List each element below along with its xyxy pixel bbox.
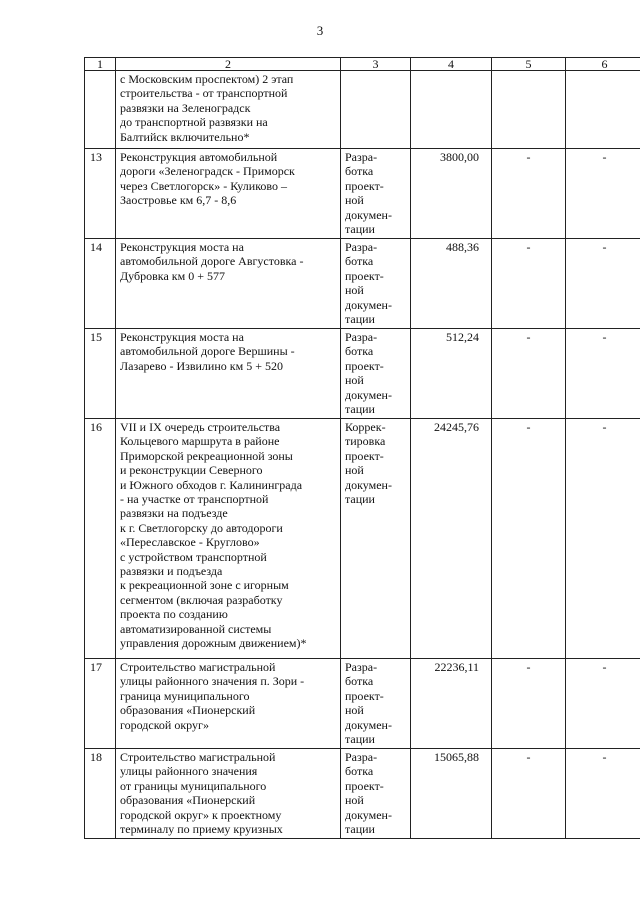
row-stage: Разра- ботка проект- ной докумен- тации xyxy=(341,329,411,419)
row-cost: 488,36 xyxy=(411,239,492,329)
header-col-5: 5 xyxy=(492,58,566,71)
table-row xyxy=(85,749,640,839)
table-row xyxy=(85,149,640,239)
table-row xyxy=(85,419,640,659)
table-row xyxy=(85,71,640,149)
row-description: Строительство магистральной улицы районного значения от границы муниципального образования «Пионерский городской округ» к проектному терминалу по приему круизных xyxy=(116,749,341,839)
row-stage: Разра- ботка проект- ной докумен- тации xyxy=(341,749,411,839)
row-col-6: - xyxy=(566,659,640,749)
row-cost: 22236,11 xyxy=(411,659,492,749)
header-col-6: 6 xyxy=(566,58,640,71)
row-cost: 15065,88 xyxy=(411,749,492,839)
row-number: 17 xyxy=(85,659,116,749)
row-col-5: - xyxy=(492,329,566,419)
row-col-6: - xyxy=(566,149,640,239)
row-number: 18 xyxy=(85,749,116,839)
row-stage: Разра- ботка проект- ной докумен- тации xyxy=(341,149,411,239)
row-col-6 xyxy=(566,71,640,149)
row-number: 15 xyxy=(85,329,116,419)
row-description: VII и IX очередь строительства Кольцевого маршрута в районе Приморской рекреационной зоны и реконструкции Северного и Южного обходов г. Калининграда - на участке от транспортной развязки на подъезде к г. Светлогорску до автодороги «Переславское - Круглово» с устройством транспортной развязки и подъезда к рекреационной зоне с игорным сегментом (включая разработку проекта по созданию автоматизированной системы управления дорожным движением)* xyxy=(116,419,341,659)
row-col-5: - xyxy=(492,659,566,749)
header-col-1: 1 xyxy=(85,58,116,71)
table-row xyxy=(85,659,640,749)
row-cost: 24245,76 xyxy=(411,419,492,659)
header-row xyxy=(85,58,640,71)
row-col-5: - xyxy=(492,419,566,659)
row-col-5: - xyxy=(492,749,566,839)
row-col-6: - xyxy=(566,239,640,329)
row-number xyxy=(85,71,116,149)
row-cost xyxy=(411,71,492,149)
row-number: 16 xyxy=(85,419,116,659)
table-body xyxy=(85,71,640,839)
row-col-6: - xyxy=(566,749,640,839)
row-col-5: - xyxy=(492,149,566,239)
projects-table xyxy=(84,57,640,839)
header-col-4: 4 xyxy=(411,58,492,71)
table-row xyxy=(85,329,640,419)
header-col-3: 3 xyxy=(341,58,411,71)
page-number: 3 xyxy=(316,23,324,38)
row-number: 13 xyxy=(85,149,116,239)
row-col-5: - xyxy=(492,239,566,329)
row-description: Реконструкция моста на автомобильной дороге Вершины - Лазарево - Извилино км 5 + 520 xyxy=(116,329,341,419)
row-col-6: - xyxy=(566,419,640,659)
row-col-5 xyxy=(492,71,566,149)
row-cost: 512,24 xyxy=(411,329,492,419)
row-description: Реконструкция моста на автомобильной дороге Августовка - Дубровка км 0 + 577 xyxy=(116,239,341,329)
row-description: Реконструкция автомобильной дороги «Зеленоградск - Приморск через Светлогорск» - Куликово – Заостровье км 6,7 - 8,6 xyxy=(116,149,341,239)
row-col-6: - xyxy=(566,329,640,419)
row-description: с Московским проспектом) 2 этап строительства - от транспортной развязки на Зеленоградск до транспортной развязки на Балтийск включительно* xyxy=(116,71,341,149)
table-row xyxy=(85,239,640,329)
row-stage xyxy=(341,71,411,149)
row-number: 14 xyxy=(85,239,116,329)
row-stage: Разра- ботка проект- ной докумен- тации xyxy=(341,659,411,749)
header-col-2: 2 xyxy=(116,58,341,71)
row-stage: Разра- ботка проект- ной докумен- тации xyxy=(341,239,411,329)
row-stage: Коррек- тировка проект- ной докумен- тации xyxy=(341,419,411,659)
table-header xyxy=(85,58,640,71)
row-cost: 3800,00 xyxy=(411,149,492,239)
row-description: Строительство магистральной улицы районного значения п. Зори - граница муниципального образования «Пионерский городской округ» xyxy=(116,659,341,749)
